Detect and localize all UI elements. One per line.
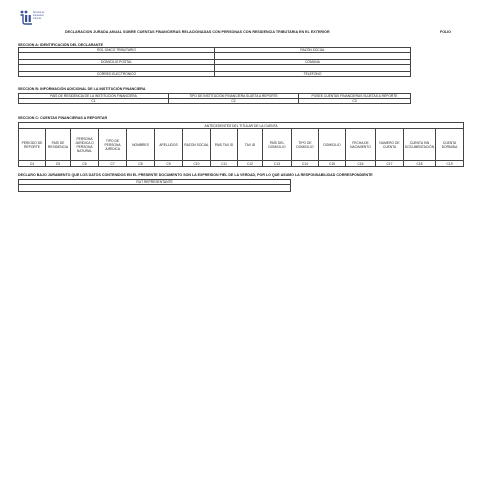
section-a-title: SECCION A: IDENTIFICACIÓN DEL DECLARANTE	[18, 43, 104, 47]
logo-text-line: Impuestos	[33, 15, 44, 18]
col-code: C17	[376, 161, 404, 167]
col-code: C8	[127, 161, 155, 167]
logo-text-line: Servicio de	[33, 12, 45, 14]
col-header: APELLIDOS	[155, 129, 183, 161]
razon-social-field[interactable]	[215, 53, 411, 60]
correo-label: CORREO ELECTRÓNICO	[19, 72, 215, 77]
declaration-table	[18, 179, 291, 192]
section-c-table	[18, 122, 464, 167]
rut-representante-label: RUT REPRESENTANTE	[19, 180, 291, 185]
sii-logo-icon	[18, 9, 34, 26]
col-header: RAZON SOCIAL	[183, 129, 211, 161]
section-a-table	[18, 47, 411, 77]
code-c2: C2	[169, 99, 299, 104]
group-header: ANTECEDENTES DEL TITULAR DE LA CUENTA	[19, 123, 464, 129]
col-code: C11	[211, 161, 238, 167]
col-code: C4	[19, 161, 46, 167]
rut-label: ROL ÚNICO TRIBUTARIO	[19, 48, 215, 53]
col-code: C10	[183, 161, 211, 167]
col-code: C18	[404, 161, 436, 167]
declaration-text: DECLARO BAJO JURAMENTO QUE LOS DATOS CONTENIDOS EN EL PRESENTE DOCUMENTO SON LA EXPRESION FIEL DE LA VERDAD, POR LO QUE ASUMO LA RESPONSABILIDAD CORRESPONDIENTE	[18, 173, 373, 177]
logo-text-line: Internos	[33, 18, 42, 21]
col-header: CUENTA SIN DOCUMENTACIÓN	[404, 129, 436, 161]
col-header: DOMICILIO	[319, 129, 346, 161]
telefono-label: TELEFONO	[215, 72, 411, 77]
code-c1: C1	[19, 99, 169, 104]
pais-residencia-label: PAÍS DE RESIDENCIA DE LA INSTITUCIÓN FINANCIERA	[19, 94, 169, 99]
col-code: C12	[238, 161, 263, 167]
col-header: TIPO DE DOMICILIO	[292, 129, 319, 161]
section-c-title: SECCION C: CUENTAS FINANCIERAS A REPORTAR	[18, 116, 108, 120]
col-code: C16	[346, 161, 376, 167]
comuna-label: COMUNA	[215, 60, 411, 65]
rut-representante-field[interactable]	[19, 185, 291, 192]
form-title: DECLARACION JURADA ANUAL SOBRE CUENTAS FINANCIERAS RELACIONADAS CON PERSONAS CON RESIDENCIA TRIBUTARIA EN EL EXTERIOR	[65, 30, 330, 34]
tipo-institucion-label: TIPO DE INSTITUCIÓN FINANCIERA SUJETA A REPORTE	[169, 94, 299, 99]
domicilio-field[interactable]	[19, 65, 215, 72]
section-b-title: SECCION B: INFORMACIÓN ADICIONAL DE LA INSTITUCIÓN FINANCIERA	[18, 87, 146, 91]
col-header: PAÍS DEL DOMICILIO	[263, 129, 292, 161]
col-code: C6	[71, 161, 99, 167]
col-header: NOMBRES	[127, 129, 155, 161]
sii-logo	[18, 7, 58, 27]
col-code: C14	[292, 161, 319, 167]
col-header: CUENTA DORMIDA	[436, 129, 464, 161]
col-code: C7	[99, 161, 127, 167]
col-header: PERSONA JURÍDICA O PERSONA NATURAL	[71, 129, 99, 161]
rut-field[interactable]	[19, 53, 215, 60]
comuna-field[interactable]	[215, 65, 411, 72]
col-header: PAÍS DE RESIDENCIA	[46, 129, 71, 161]
col-header: FECHA DE NACIMIENTO	[346, 129, 376, 161]
domicilio-label: DOMICILIO POSTAL	[19, 60, 215, 65]
col-code: C15	[319, 161, 346, 167]
col-header: PAIS TAX ID	[211, 129, 238, 161]
code-c3: C3	[299, 99, 411, 104]
col-code: C9	[155, 161, 183, 167]
col-code: C13	[263, 161, 292, 167]
col-code: C19	[436, 161, 464, 167]
posee-cuentas-label: POSEE CUENTAS FINANCIERAS SUJETAS A REPORTE	[299, 94, 411, 99]
logo-text	[33, 12, 55, 22]
razon-social-label: RAZÓN SOCIAL	[215, 48, 411, 53]
folio-label: FOLIO	[440, 30, 451, 34]
col-code: C5	[46, 161, 71, 167]
col-header: TAX ID	[238, 129, 263, 161]
col-header: TIPO DE PERSONA JURÍDICA	[99, 129, 127, 161]
section-b-table	[18, 93, 411, 104]
col-header: PERIODO DE REPORTE	[19, 129, 46, 161]
col-header: NUMERO DE CUENTA	[376, 129, 404, 161]
